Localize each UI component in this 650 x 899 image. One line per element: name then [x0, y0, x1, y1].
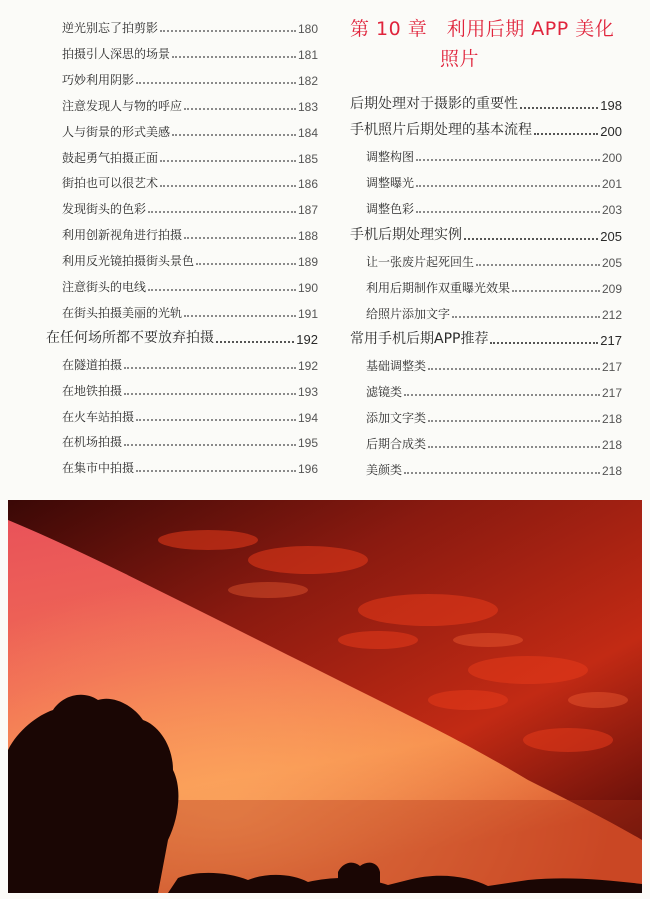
toc-entry-title: 添加文字类: [366, 411, 427, 426]
toc-entry-title: 在火车站拍摄: [62, 409, 135, 424]
toc-entry-title: 手机照片后期处理的基本流程: [350, 122, 532, 139]
dot-leader: [172, 56, 296, 58]
toc-entry-title: 在任何场所都不要放弃拍摄: [46, 329, 214, 346]
toc-entry: [46, 16, 318, 36]
dot-leader: [452, 316, 600, 318]
dot-leader: [416, 159, 600, 161]
toc-entry: [46, 379, 318, 399]
toc-entry-title: 美颜类: [366, 463, 403, 478]
toc-entry-title: 利用后期制作双重曝光效果: [366, 280, 511, 295]
toc-entry: [350, 302, 622, 322]
toc-entry-title: 给照片添加文字: [366, 306, 451, 321]
toc-entry-page: 195: [297, 436, 318, 451]
dot-leader: [428, 446, 600, 448]
dot-leader: [136, 82, 296, 84]
toc-entry-page: 192: [296, 331, 318, 347]
toc-entry: [350, 276, 622, 296]
toc-entry: [350, 250, 622, 270]
toc-entry: [46, 94, 318, 114]
toc-entry: [350, 354, 622, 374]
dot-leader: [428, 420, 600, 422]
toc-entry-page: 193: [297, 384, 318, 399]
dot-leader: [160, 185, 296, 187]
toc-entry: [46, 275, 318, 295]
toc-entry-page: 187: [297, 203, 318, 218]
dot-leader: [160, 30, 296, 32]
toc-entry-title: 基础调整类: [366, 359, 427, 373]
dot-leader: [404, 472, 600, 474]
toc-entry-title: 在集市中拍摄: [62, 461, 135, 476]
toc-entry-title: 利用反光镜拍摄街头景色: [62, 254, 195, 269]
toc-entry-page: 196: [297, 462, 318, 477]
toc-entry: [350, 458, 622, 478]
chapter-heading: [350, 14, 622, 74]
toc-entry: [46, 327, 318, 347]
toc-entry-title: 街拍也可以很艺术: [62, 176, 159, 191]
toc-entry: [350, 406, 622, 426]
toc-entry: [350, 432, 622, 452]
toc-entry: [46, 430, 318, 450]
toc-entry-page: 189: [297, 255, 318, 270]
toc-entry-title: 拍摄引人深思的场景: [62, 46, 171, 61]
toc-entry-page: 184: [297, 125, 318, 140]
toc-entry-title: 鼓起勇气拍摄正面: [62, 150, 159, 165]
dot-leader: [428, 368, 600, 370]
dot-leader: [184, 237, 296, 239]
toc-entry-title: 调整色彩: [366, 202, 415, 217]
dot-leader: [160, 160, 296, 162]
sunset-sky-photo: [8, 500, 642, 893]
toc-entry-title: 人与街景的形式美感: [62, 124, 171, 139]
toc-entry-page: 185: [297, 151, 318, 166]
dot-leader: [416, 185, 600, 187]
toc-entry-page: 217: [600, 332, 622, 348]
dot-leader: [148, 289, 296, 291]
toc-entry: [46, 120, 318, 140]
dot-leader: [124, 367, 296, 369]
toc-entry: [46, 301, 318, 321]
toc-entry: [46, 456, 318, 476]
toc-entry-page: 203: [601, 203, 622, 218]
toc-entry-title: 在街头拍摄美丽的光轨: [62, 305, 183, 320]
toc-entry-title: 滤镜类: [366, 385, 403, 400]
toc-entry: [46, 249, 318, 269]
toc-entry-page: 192: [297, 358, 318, 373]
dot-leader: [520, 107, 598, 109]
toc-entry: [46, 405, 318, 425]
toc-entry-page: 181: [297, 47, 318, 62]
toc-entry-title: 后期合成类: [366, 437, 427, 452]
toc-entry: [350, 224, 622, 244]
toc-entry-page: 218: [601, 464, 622, 479]
toc-entry: [350, 145, 622, 165]
toc-entry-page: 198: [600, 98, 622, 113]
toc-entry: [46, 146, 318, 166]
dot-leader: [534, 133, 598, 135]
toc-entry-page: 201: [601, 177, 622, 192]
toc-entry-title: 逆光别忘了拍剪影: [62, 21, 159, 35]
toc-entry-page: 180: [297, 22, 318, 36]
dot-leader: [136, 470, 296, 472]
dot-leader: [184, 108, 296, 110]
chapter-heading-line1: 第 10 章 利用后期 APP 美化: [350, 18, 615, 40]
toc-entry-page: 194: [297, 410, 318, 425]
dot-leader: [476, 264, 600, 266]
toc-entry-page: 191: [297, 306, 318, 321]
toc-entry-page: 186: [297, 177, 318, 192]
dot-leader: [136, 419, 296, 421]
toc-entry-title: 调整曝光: [366, 176, 415, 191]
toc-entry-title: 调整构图: [366, 150, 415, 165]
toc-entry-title: 在机场拍摄: [62, 435, 123, 450]
dot-leader: [172, 134, 296, 136]
toc-entry: [350, 171, 622, 191]
toc-entry: [46, 68, 318, 88]
toc-entry-page: 217: [601, 386, 622, 401]
toc-entry-title: 在隧道拍摄: [62, 357, 123, 372]
toc-entry: [350, 380, 622, 400]
dot-leader: [416, 211, 600, 213]
dot-leader: [464, 238, 598, 240]
dot-leader: [124, 444, 296, 446]
toc-entry-page: 200: [600, 124, 622, 140]
toc-entry-title: 发现街头的色彩: [62, 202, 147, 217]
toc-entry: [46, 353, 318, 373]
toc-entry-title: 后期处理对于摄影的重要性: [350, 96, 518, 112]
toc-entry-page: 200: [601, 151, 622, 166]
toc-entry-page: 205: [600, 228, 622, 244]
toc-entry-page: 217: [601, 360, 622, 374]
toc-entry-page: 188: [297, 229, 318, 244]
toc-entry-title: 手机后期处理实例: [350, 226, 462, 243]
dot-leader: [490, 342, 598, 344]
toc-entry-page: 183: [297, 99, 318, 114]
toc-entry-title: 在地铁拍摄: [62, 383, 123, 398]
toc-entry-title: 常用手机后期APP推荐: [350, 330, 489, 347]
toc-entry-page: 209: [601, 281, 622, 296]
toc-entry-title: 巧妙利用阴影: [62, 72, 135, 87]
toc-entry-page: 190: [297, 281, 318, 295]
toc-entry: [350, 328, 622, 348]
toc-entry-page: 218: [601, 412, 622, 427]
toc-entry: [46, 197, 318, 217]
toc-entry: [46, 42, 318, 62]
toc-entry: [46, 223, 318, 243]
chapter-heading-line2: 照片: [440, 48, 480, 70]
toc-entry-title: 利用创新视角进行拍摄: [62, 228, 183, 243]
toc-entry-title: 注意发现人与物的呼应: [62, 98, 183, 113]
toc-entry-page: 218: [601, 438, 622, 453]
toc-entry-title: 让一张废片起死回生: [366, 254, 475, 269]
toc-entry-page: 212: [601, 307, 622, 322]
dot-leader: [216, 341, 294, 343]
dot-leader: [184, 315, 296, 317]
dot-leader: [124, 393, 296, 395]
toc-entry: [46, 171, 318, 191]
toc-entry-page: 182: [297, 73, 318, 88]
dot-leader: [404, 394, 600, 396]
dot-leader: [512, 290, 600, 292]
toc-entry: [350, 197, 622, 217]
dot-leader: [148, 211, 296, 213]
dot-leader: [196, 263, 296, 265]
toc-entry-title: 注意街头的电线: [62, 280, 147, 294]
toc-entry: [350, 93, 622, 113]
toc-entry: [350, 119, 622, 139]
toc-entry-page: 205: [601, 255, 622, 270]
